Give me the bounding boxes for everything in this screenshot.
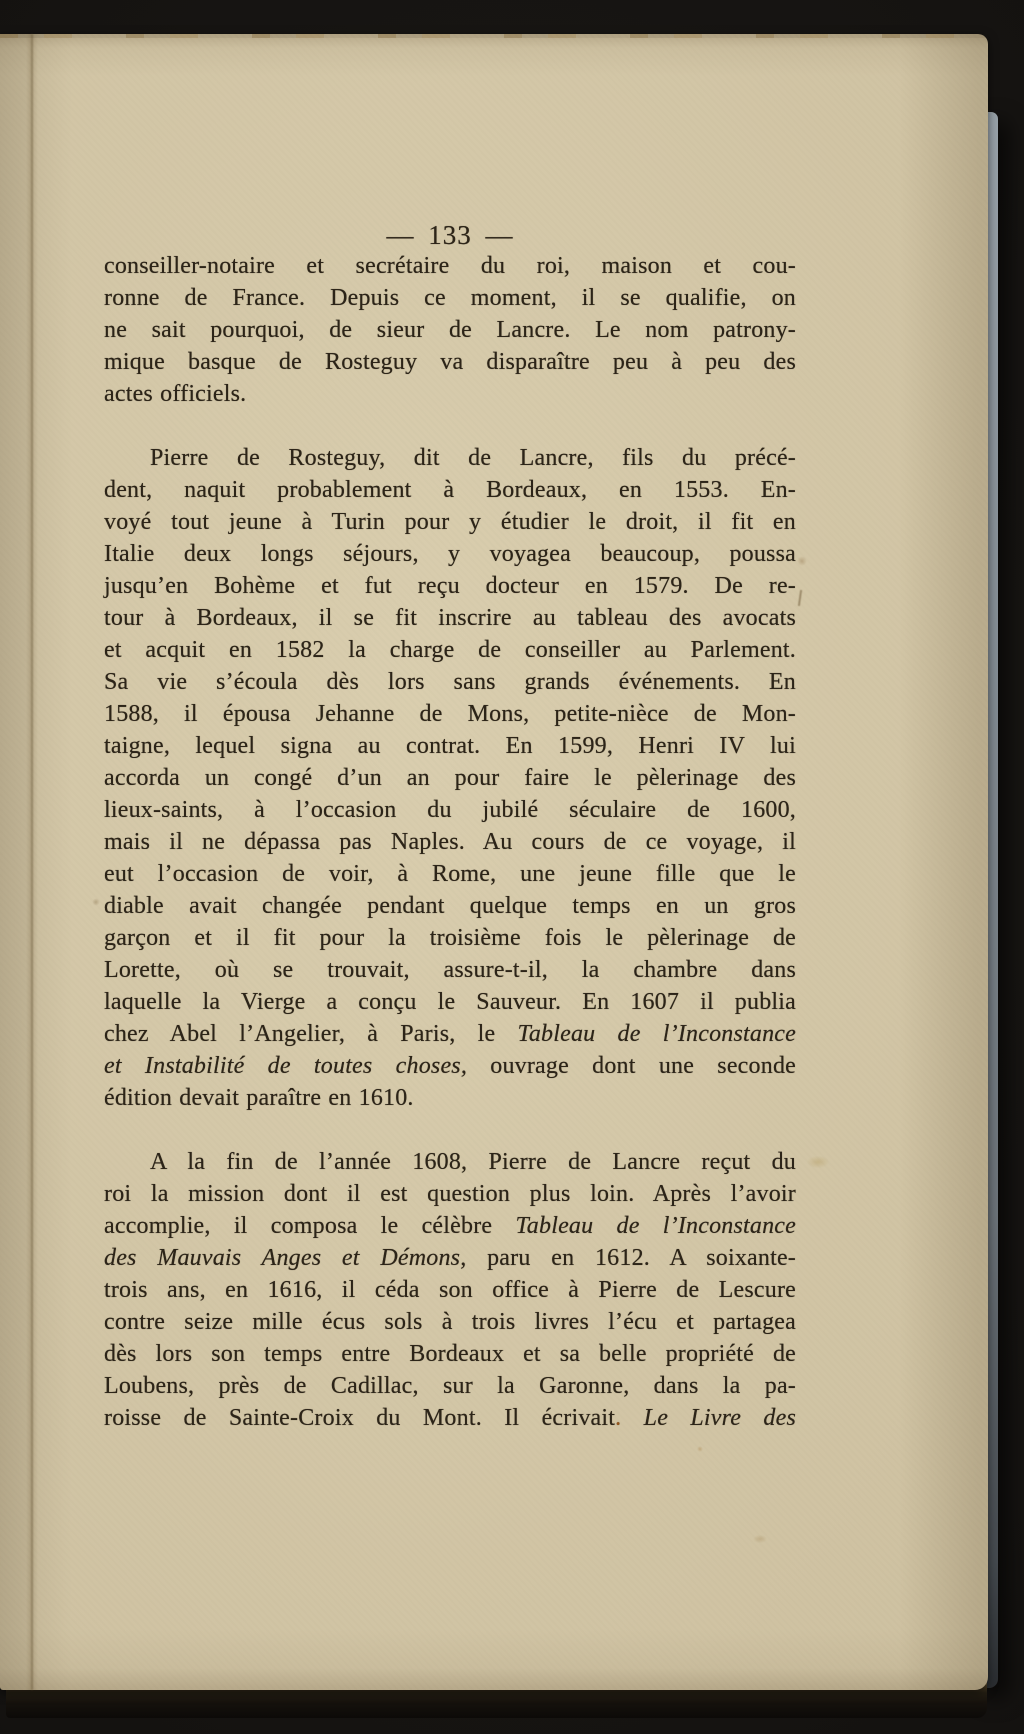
text-line xyxy=(104,730,796,762)
text-run: garçon et il fit pour la troisième fois le pèlerinage de xyxy=(104,925,796,951)
text-line xyxy=(104,1274,796,1306)
book-title-italic: et Instabilité de toutes choses, xyxy=(104,1053,468,1079)
text-run: laquelle la Vierge a conçu le Sauveur. En 1607 il publia xyxy=(104,989,796,1015)
gutter-crease xyxy=(31,34,33,1690)
text-run: ronne de France. Depuis ce moment, il se qualifie, on xyxy=(104,285,796,311)
text-line xyxy=(104,922,796,954)
paragraph xyxy=(104,1146,796,1434)
text-line xyxy=(104,1242,796,1274)
text-line xyxy=(104,570,796,602)
page-text xyxy=(104,250,796,1434)
paper-scratch xyxy=(798,590,802,606)
text-line xyxy=(104,1050,796,1082)
text-line xyxy=(104,1178,796,1210)
text-run: mique basque de Rosteguy va disparaître peu à peu des xyxy=(104,349,796,375)
text-run: dent, naquit probablement à Bordeaux, en 1553. En- xyxy=(104,477,796,503)
text-run: Pierre de Rosteguy, dit de Lancre, fils du précé- xyxy=(150,445,796,471)
text-run: conseiller-notaire et secrétaire du roi, maison et cou- xyxy=(104,253,796,279)
text-line xyxy=(104,986,796,1018)
text-run: taigne, lequel signa au contrat. En 1599, Henri IV lui xyxy=(104,733,796,759)
text-run: chez Abel l’Angelier, à Paris, le xyxy=(104,1021,518,1047)
text-run: Lorette, où se trouvait, assure-t-il, la chambre dans xyxy=(104,957,796,983)
text-line xyxy=(104,954,796,986)
text-run: ne sait pourquoi, de sieur de Lancre. Le nom patrony- xyxy=(104,317,796,343)
text-run: voyé tout jeune à Turin pour y étudier le droit, il fit en xyxy=(104,509,796,535)
text-line xyxy=(104,474,796,506)
text-line xyxy=(104,1018,796,1050)
text-run: Sa vie s’écoula dès lors sans grands événements. En xyxy=(104,669,796,695)
book-title-italic: Le Livre des xyxy=(643,1405,797,1431)
text-line xyxy=(104,1370,796,1402)
text-run: édition devait paraître en 1610. xyxy=(104,1085,414,1111)
text-line xyxy=(104,858,796,890)
book-title-italic: Tableau de l’Inconstance xyxy=(517,1021,796,1047)
text-run xyxy=(621,1405,643,1431)
page-number: — 133 — xyxy=(386,220,514,250)
text-run: 1588, il épousa Jehanne de Mons, petite-nièce de Mon- xyxy=(104,701,796,727)
text-line xyxy=(104,1402,796,1434)
text-line xyxy=(104,794,796,826)
text-line xyxy=(104,1338,796,1370)
text-run: roisse de Sainte-Croix du Mont. Il écrivait xyxy=(104,1405,616,1431)
text-line xyxy=(104,250,796,282)
text-run: paru en 1612. A soixante- xyxy=(466,1245,796,1271)
text-run: A la fin de l’année 1608, Pierre de Lancre reçut du xyxy=(150,1149,796,1175)
text-line xyxy=(104,698,796,730)
book-page xyxy=(0,34,988,1690)
text-line xyxy=(104,762,796,794)
text-run: actes officiels. xyxy=(104,381,247,407)
text-run: Loubens, près de Cadillac, sur la Garonne, dans la pa- xyxy=(104,1373,796,1399)
text-line xyxy=(104,1210,796,1242)
text-run: tour à Bordeaux, il se fit inscrire au tableau des avocats xyxy=(104,605,796,631)
text-line xyxy=(104,506,796,538)
text-line xyxy=(104,602,796,634)
text-line xyxy=(104,282,796,314)
text-run: accorda un congé d’un an pour faire le pèlerinage des xyxy=(104,765,796,791)
text-run: contre seize mille écus sols à trois livres l’écu et partagea xyxy=(104,1309,796,1335)
text-run: accomplie, il composa le célèbre xyxy=(104,1213,516,1239)
text-line xyxy=(104,890,796,922)
text-line xyxy=(104,1146,796,1178)
paragraph xyxy=(104,442,796,1114)
text-line xyxy=(104,1306,796,1338)
text-line xyxy=(104,826,796,858)
text-line xyxy=(104,666,796,698)
text-run: eut l’occasion de voir, à Rome, une jeune fille que le xyxy=(104,861,796,887)
ink-stain-dot: . xyxy=(615,1405,622,1431)
text-line xyxy=(104,314,796,346)
text-line xyxy=(104,634,796,666)
text-run: roi la mission dont il est question plus loin. Après l’avoir xyxy=(104,1181,796,1207)
text-run: Italie deux longs séjours, y voyagea beaucoup, poussa xyxy=(104,541,796,567)
text-run: dès lors son temps entre Bordeaux et sa belle propriété de xyxy=(104,1341,796,1367)
text-run: diable avait changée pendant quelque temps en un gros xyxy=(104,893,796,919)
book-title-italic: des Mauvais Anges et Démons, xyxy=(104,1245,467,1271)
text-line xyxy=(104,378,796,410)
text-line xyxy=(104,538,796,570)
text-run: jusqu’en Bohème et fut reçu docteur en 1579. De re- xyxy=(104,573,796,599)
book-title-italic: Tableau de l’Inconstance xyxy=(515,1213,796,1239)
text-run: ouvrage dont une seconde xyxy=(467,1053,796,1079)
text-run: mais il ne dépassa pas Naples. Au cours de ce voyage, il xyxy=(104,829,796,855)
text-line xyxy=(104,442,796,474)
text-run: trois ans, en 1616, il céda son office à Pierre de Lescure xyxy=(104,1277,796,1303)
text-run: et acquit en 1582 la charge de conseiller au Parlement. xyxy=(104,637,796,663)
text-line xyxy=(104,1082,796,1114)
text-run: lieux-saints, à l’occasion du jubilé séculaire de 1600, xyxy=(104,797,796,823)
text-line xyxy=(104,346,796,378)
paragraph xyxy=(104,250,796,410)
